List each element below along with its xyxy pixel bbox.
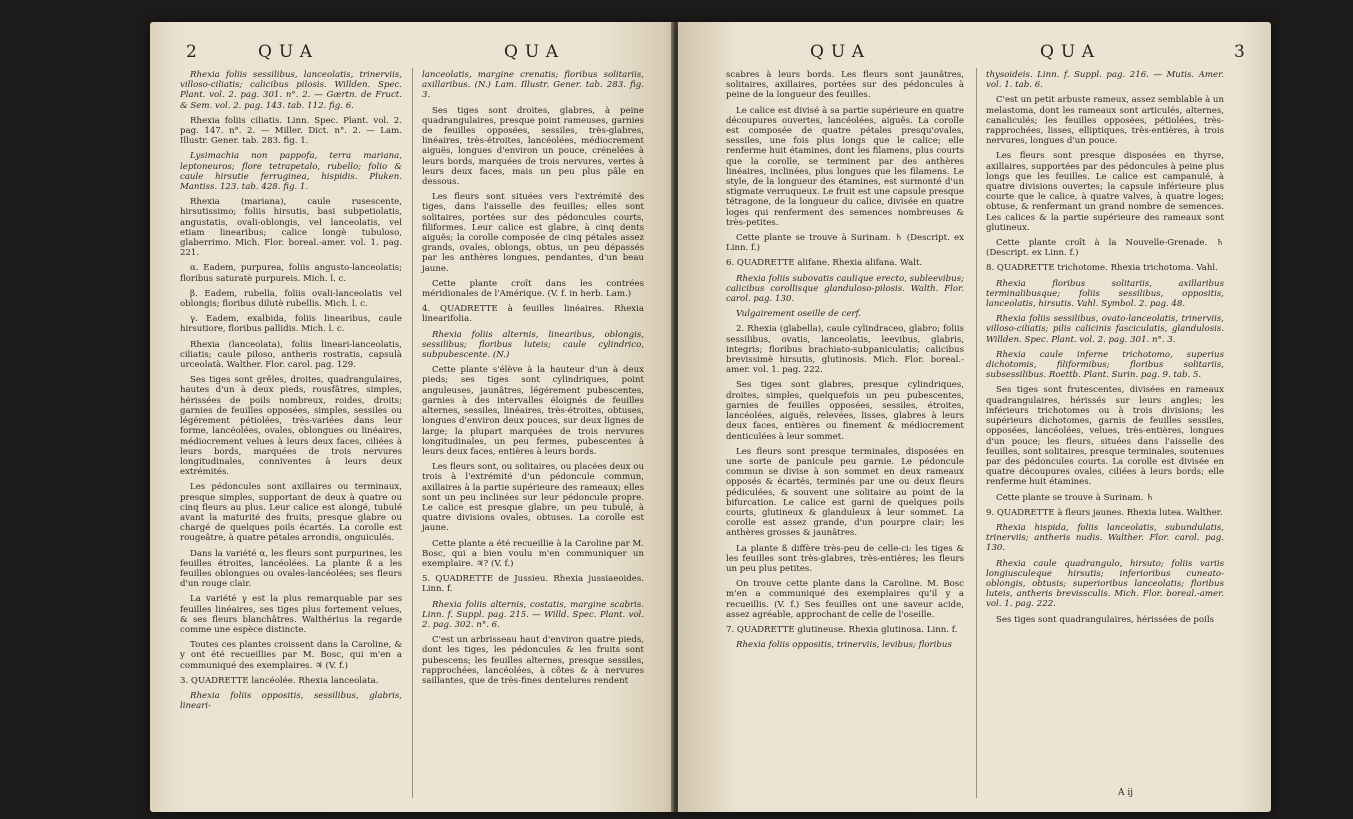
right-page: [678, 22, 1271, 812]
paragraph: Rhexia foliis ciliatis. Linn. Spec. Plant. vol. 2. pag. 147. n°. 2. — Miller. Dict. n°. 2. — Lam. Illustr. Gener. tab. 283. fig. 1.: [180, 115, 402, 147]
paragraph: Rhexia caule quadrangulo, hirsuto; foliis variis longiusculeque hirsutis; inferioribus cuneato-oblongis, obtusis; superioribus lanceolatis; floribus luteis, antheris brevissculis. Mich. Flor. boreal.-amer. vol. 1. pag. 222.: [986, 558, 1224, 610]
paragraph: Rhexia floribus solitariis, axillaribus terminalibusque; foliis sessilibus, oppositis, lanceolatis, hirsutis. Vahl. Symbol. 2. pag. 48.: [986, 278, 1224, 310]
paragraph: Ses tiges sont grêles, droites, quadrangulaires, hautes d'un à deux pieds, rousfâtres, simples, hérissées de poils nombreux, roides, droits; garnies de feuilles opposées, simples, sessiles ou légérement pétiolées, très-variées dans leur forme, lancéolées, ovales, oblongues ou linéaires, médiocrement velues à leurs deux faces, ciliées à leurs bords, marquées de trois nervures longitudinales, conniventes à leurs deux extrémités.: [180, 375, 402, 478]
paragraph: Rhexia caule inferne trichotomo, superius dichotomis, filiformibus; floribus solitariis, subsessilibus. Roettb. Plant. Surin. pag. 9. tab. 5.: [986, 349, 1224, 381]
paragraph: C'est un petit arbuste rameux, assez semblable à un melastoma, dont les rameaux sont articulés, alternes, canaliculés; les feuilles opposées, pétiolées, très-rapprochées, lisses, elliptiques, très-entières, à trois nervures, longues d'un pouce.: [986, 95, 1224, 147]
paragraph: Cette plante croît dans les contrées méridionales de l'Amérique. (V. f. in herb. Lam.): [422, 278, 644, 300]
signature-mark: A ij: [1118, 788, 1134, 798]
paragraph: α. Eadem, purpurea, foliis angusto-lanceolatis; floribus saturatè purpureis. Mich. l. c.: [180, 263, 402, 284]
paragraph: Les fleurs sont situées vers l'extrémité des tiges, dans l'aisselle des feuilles; elles sont solitaires, portées sur des pédoncules courts, filiformes. Leur calice est glabre, à cinq dents aiguës; la corolle composée de cinq pétales assez grands, ovales, oblongs, obtus, un peu dépassés par les anthères longues, pendantes, d'un beau jaune.: [422, 192, 644, 274]
paragraph: Rhexia foliis alternis, costatis, margine scabris. Linn. f. Suppl. pag. 215. — Willd. Spec. Plant. vol. 2. pag. 302. n°. 6.: [422, 599, 644, 630]
paragraph: Lysimachia non pappofa, terra mariana, leptoneuros; flore tetrapetalo, rubello; folio & caule hirsutie ferruginea, hispidis. Pluken. Mantiss. 123. tab. 428. fig. 1.: [180, 151, 402, 193]
paragraph: Cette plante se trouve à Surinam. ♄ (Descript. ex Linn. f.): [726, 233, 964, 254]
entry-heading: 5. QUADRETTE de Jussieu. Rhexia jussiaeoides. Linn. f.: [422, 574, 644, 595]
paragraph: γ. Eadem, exalbida, foliis linearibus, caule hirsutiore, floribus pallidis. Mich. l. c.: [180, 314, 402, 335]
page-number: 2: [186, 42, 197, 62]
text-column-2: [422, 70, 644, 691]
entry-heading: 6. QUADRETTE alifane. Rhexia alifana. Walt.: [726, 258, 923, 269]
paragraph: Ses tiges sont quadrangulaires, hérissées de poils: [996, 614, 1215, 625]
paragraph: Vulgairement oseille de cerf.: [736, 309, 862, 320]
paragraph: β. Eadem, rubella, foliis ovali-lanceolatis vel oblongis; floribus dilutè rubellis. Mich. l. c.: [180, 288, 402, 310]
paragraph: 2. Rhexia (glabella), caule cylindraceo, glabro; foliis sessilibus, ovatis, lanceolatis, leevibus, glabris, integris; floribus brachiato-subpaniculatis; calicibus brevissimè hirsutis, glutinosis. Mich. Flor. boreal.-amer. vol. 1. pag. 222.: [726, 324, 964, 376]
paragraph: Ses tiges sont glabres, presque cylindriques, droites, simples, quelquefois un peu pubescentes, garnies de feuilles opposées, sessiles, étroites, lancéolées, aiguës, relevées, lisses, glabres à leurs deux faces, entières ou finement & médiocrement denticulées à leur sommet.: [726, 380, 964, 442]
text-column-2: [986, 70, 1224, 630]
running-title: QUA: [1040, 42, 1102, 62]
paragraph: Cette plante croît à la Nouvelle-Grenade. ♄ (Descript. ex Linn. f.): [986, 238, 1224, 259]
paragraph: Rhexia foliis subovatis caulique erecto, subleevibus; calicibus corollisque glanduloso-pilosis. Walth. Flor. carol. pag. 130.: [726, 273, 964, 305]
left-page: [150, 22, 675, 812]
entry-heading: 7. QUADRETTE glutineuse. Rhexia glutinosa. Linn. f.: [726, 624, 958, 635]
paragraph: thysoideis. Linn. f. Suppl. pag. 216. — Mutis. Amer. vol. 1. tab. 6.: [986, 70, 1224, 91]
paragraph: La plante ß diffère très-peu de celle-ci: les tiges & les feuilles sont très-glabres, très-entières; les fleurs un peu plus petites.: [726, 543, 964, 574]
paragraph: Le calice est divisé à sa partie supérieure en quatre découpures ouvertes, lancéolées, aiguës. La corolle est composée de quatre pétales presqu'ovales, sessiles, une fois plus longs que le calice; elle renferme huit étamines, dont les filamens, plus courts que la corolle, se terminent par des anthères linéaires, inclinées, plus longues que les filamens. Le style, de la longueur des étamines, est surmonté d'un stigmate verruqueux. Le fruit est une capsule presque tétragone, de la longueur du calice, divisée en quatre loges qui renferment des semences nombreuses & très-petites.: [726, 105, 964, 228]
paragraph: Toutes ces plantes croissent dans la Caroline, & y ont été recueillies par M. Bosc, qui m'en a communiqué des exemplaires. ♃ (V. f.): [180, 640, 402, 671]
paragraph: Rhexia hispida, foliis lanceolatis, subundulatis, trinerviis; antheris nudis. Walther. Flor. carol. pag. 130.: [986, 522, 1224, 554]
paragraph: Ses tiges sont frutescentes, divisées en rameaux quadrangulaires, hérissés sur leurs angles; les inférieurs trichotomes ou à trois divisions; les supérieurs dichotomes, garnis de feuilles sessiles, opposées, lancéolées, velues, très-entières, longues d'un pouce; les fleurs, situées dans l'aisselle des feuilles, sont solitaires, presque terminales, soutenues par des pédoncules courts. La corolle est divisée en quatre découpures ovales, ciliées à leurs bords; elle renferme huit étamines.: [986, 385, 1224, 488]
paragraph: scabres à leurs bords. Les fleurs sont jaunâtres, solitaires, axillaires, portées sur des pédoncules à peine de la longueur des feuilles.: [726, 70, 964, 101]
column-divider: [976, 68, 977, 798]
paragraph: Rhexia (lanceolata), foliis lineari-lanceolatis, ciliatis; caule piloso, antheris rostratis, capsulà urceolatà. Walther. Flor. carol. pag. 129.: [180, 339, 402, 371]
paragraph: C'est un arbrisseau haut d'environ quatre pieds, dont les tiges, les pédoncules & les fruits sont pubescens; les feuilles alternes, presque sessiles, rapprochées, lancéolées, à côtes & à nervures saillantes, que de très-fines dentelures rendent: [422, 635, 644, 686]
text-column-1: [180, 70, 402, 716]
paragraph: lanceolatis, margine crenatis; floribus solitariis, axillaribus. (N.) Lam. Illustr. Gener. tab. 283. fig. 3.: [422, 70, 644, 101]
paragraph: Rhexia foliis oppositis, sessilibus, glabris, lineari-: [180, 690, 402, 712]
paragraph: Rhexia foliis sessilibus, lanceolatis, trinerviis, villoso-ciliatis; calicibus pilosis. Willden. Spec. Plant. vol. 2. pag. 301. n°. 2. — Gærtn. de Fruct. & Sem. vol. 2. pag. 143. tab. 112. fig. 6.: [180, 70, 402, 111]
paragraph: Rhexia foliis alternis, linearibus, oblongis, sessilibus; floribus luteis; caule cylindrico, subpubescente. (N.): [422, 329, 644, 361]
paragraph: Ses tiges sont droites, glabres, à peine quadrangulaires, presque point rameuses, garnies de feuilles opposées, sessiles, très-glabres, linéaires, très-étroites, lancéolées, médiocrement aiguës, longues d'environ un pouce, crénelées à leurs bords, marquées de trois nervures, vertes à leurs deux faces, mais un peu plus pâle en dessous.: [422, 105, 644, 188]
paragraph: Les fleurs sont, ou solitaires, ou placées deux ou trois à l'extrémité d'un pédoncule commun, axillaires à la partie supérieure des rameaux; elles sont un peu inclinées sur leur pédoncule propre. Le calice est presque glabre, un peu tubulé, à quatre divisions ovales, obtuses. La corolle est jaune.: [422, 462, 644, 534]
paragraph: Rhexia foliis oppositis, trinerviis, levibus; floribus: [736, 640, 952, 651]
entry-heading: 3. QUADRETTE lancéolée. Rhexia lanceolata.: [180, 675, 379, 686]
paragraph: Les pédoncules sont axillaires ou terminaux, presque simples, supportant de deux à quatre ou cinq fleurs au plus. Leur calice est alongé, tubulé avant la maturité des fruits, presque glabre ou chargé de quelques poils écartés. La corolle est rougeâtre, à quatre pétales arrondis, onguiculés.: [180, 482, 402, 544]
entry-heading: 9. QUADRETTE à fleurs jaunes. Rhexia lutea. Walther.: [986, 507, 1223, 518]
left-page-header: [150, 42, 675, 66]
paragraph: Les fleurs sont presque disposées en thyrse, axillaires, supportées par des pédoncules à peine plus longs que les feuilles. Le calice est campanulé, à quatre divisions ouvertes; la capsule inférieure plus courte que le calice, à quatre valves, à quatre loges; obtuse, & renfermant un grand nombre de semences. Les calices & la partie supérieure des rameaux sont glutineux.: [986, 151, 1224, 233]
paragraph: Rhexia foliis sessilibus, ovato-lanceolatis, trinerviis, villoso-ciliatis; pilis calicinis fasciculatis, glandulosis. Willden. Spec. Plant. vol. 2. pag. 301. n°. 3.: [986, 314, 1224, 345]
paragraph: La variété γ est la plus remarquable par ses feuilles linéaires, ses tiges plus fortement velues, & ses fleurs blanchâtres. Walthérius la regarde comme une espèce distincte.: [180, 594, 402, 635]
paragraph: On trouve cette plante dans la Caroline. M. Bosc m'en a communiqué des exemplaires qu'il y a recueillis. (V. f.) Ses feuilles ont une saveur acide, assez agréable, approchant de celle de l'oseille.: [726, 579, 964, 620]
column-divider: [412, 68, 413, 798]
running-title: QUA: [504, 42, 566, 62]
paragraph: Cette plante s'élève à la hauteur d'un à deux pieds; ses tiges sont cylindriques, point anguleuses, jaunâtres, légérement pubescentes, garnies à des intervalles éloignés de feuilles alternes, sessiles, linéaires, très-étroites, obtuses, longues d'environ deux pouces, sur deux lignes de large; la plupart marquées de trois nervures longitudinales, un peu fermes, pubescentes à leurs deux faces, entières à leurs bords.: [422, 365, 644, 457]
text-column-1: [726, 70, 964, 655]
paragraph: Rhexia (mariana), caule rusescente, hirsutissimo; foliis hirsutis, basi subpetiolatis, angustatis, ovali-oblongis, vel lanceolatis, vel etiam linearibus; calice longè tubuloso, glaberrimo. Mich. Flor. boreal.-amer. vol. 1. pag. 221.: [180, 197, 402, 259]
page-number: 3: [1234, 42, 1245, 62]
entry-heading: 8. QUADRETTE trichotome. Rhexia trichotoma. Vahl.: [986, 263, 1218, 274]
running-title: QUA: [258, 42, 320, 62]
paragraph: Dans la variété α, les fleurs sont purpurines, les feuilles étroites, lancéolées. La plante ß a les feuilles oblongues ou ovales-lancéolées; ses fleurs d'un rouge clair.: [180, 548, 402, 590]
paragraph: Cette plante a été recueillie à la Caroline par M. Bosc, qui a bien voulu m'en communiquer un exemplaire. ♃? (V. f.): [422, 538, 644, 569]
entry-heading: 4. QUADRETTE à feuilles linéaires. Rhexia linearifolia.: [422, 304, 644, 325]
paragraph: Les fleurs sont presque terminales, disposées en une sorte de panicule peu garnie. Le pédoncule commun se divise à son sommet en deux rameaux opposés & écartés, terminés par une ou deux fleurs pédiculées, & souvent une solitaire au point de la bifurcation. Le calice est garni de quelques poils courts, glutineux & glanduleux à leur sommet. La corolle est assez grande, d'un pourpre clair; les anthères grosses & jaunâtres.: [726, 446, 964, 539]
running-title: QUA: [810, 42, 872, 62]
right-page-header: [678, 42, 1271, 66]
paragraph: Cette plante se trouve à Surinam. ♄: [996, 492, 1154, 503]
